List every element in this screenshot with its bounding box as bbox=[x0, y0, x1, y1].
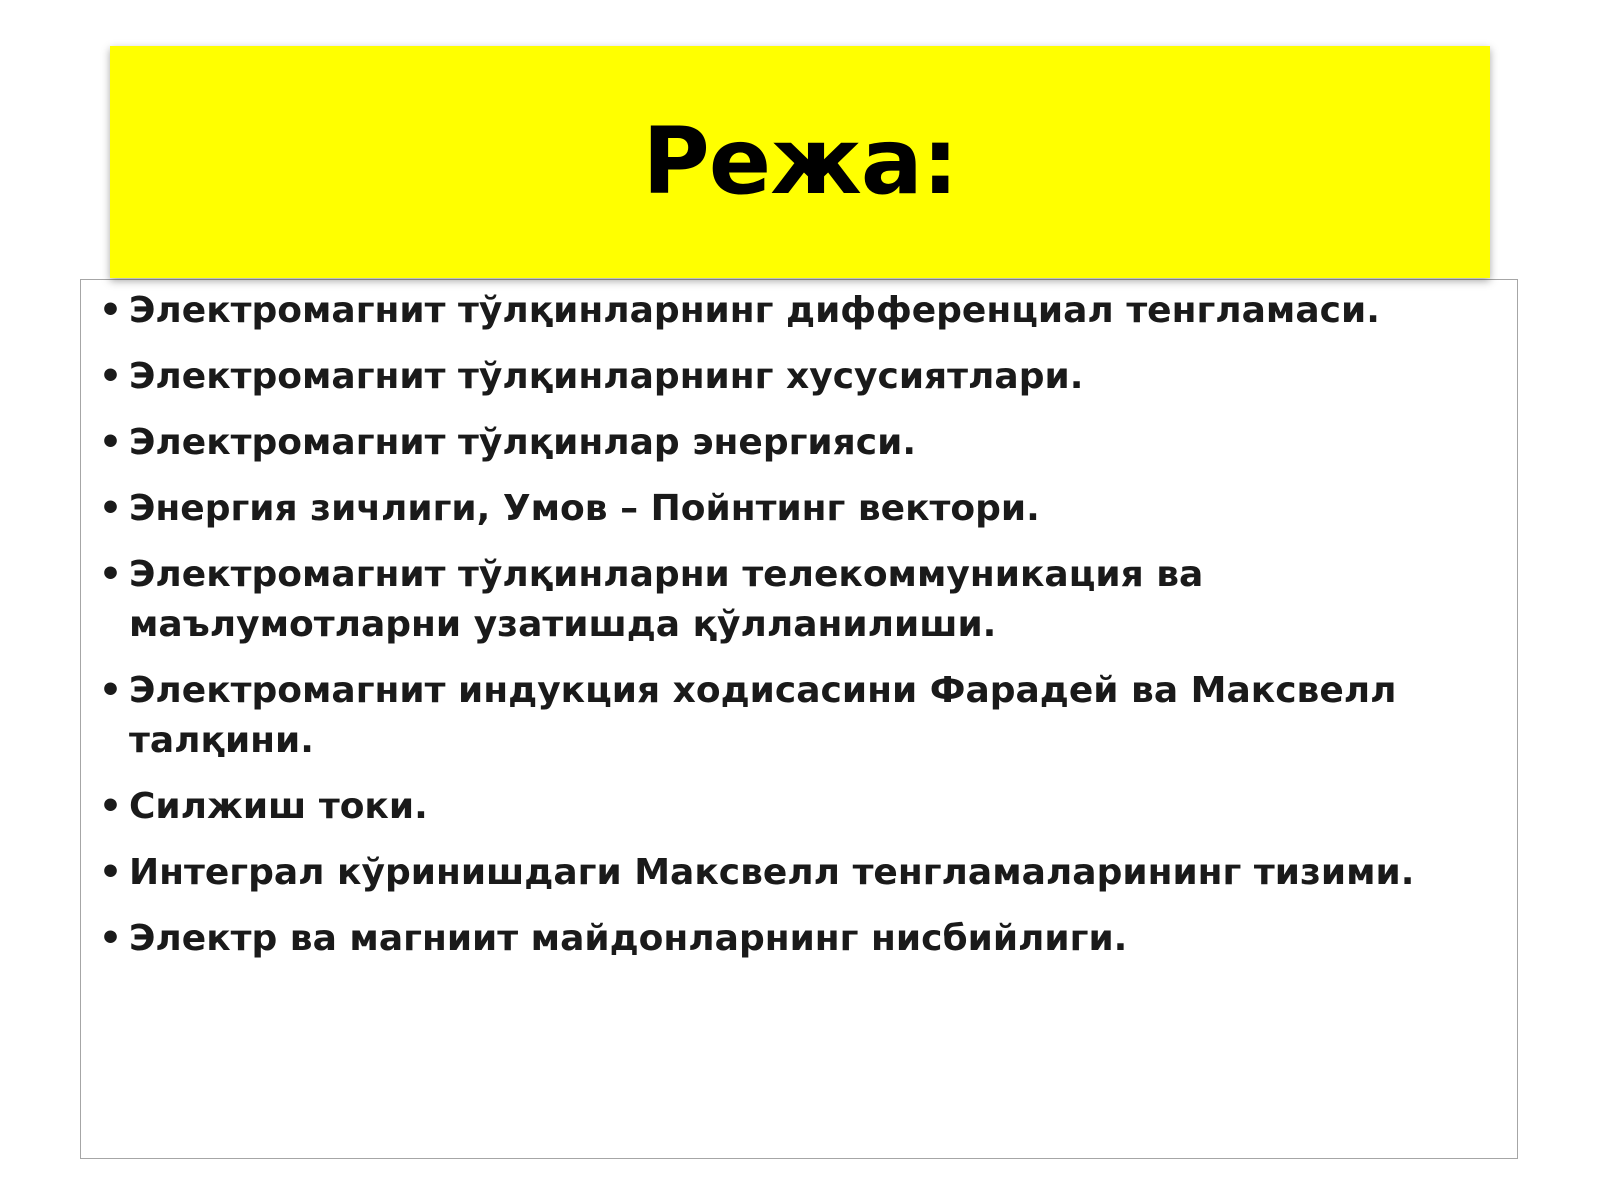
bullet-dot-icon: • bbox=[99, 554, 123, 595]
bullet-dot-icon: • bbox=[99, 918, 123, 959]
bullet-item bbox=[99, 352, 1419, 402]
bullet-text: Электр ва магниит майдонларнинг нисбийлиги. bbox=[129, 918, 1128, 959]
bullet-dot-icon: • bbox=[99, 488, 123, 529]
bullet-dot-icon: • bbox=[99, 290, 123, 331]
bullet-dot-icon: • bbox=[99, 422, 123, 463]
bullet-text: Электромагнит тўлқинлар энергияси. bbox=[129, 422, 917, 463]
bullet-text: Силжиш токи. bbox=[129, 786, 428, 827]
slide-title: Режа: bbox=[642, 108, 958, 215]
bullet-dot-icon: • bbox=[99, 356, 123, 397]
bullet-text: Энергия зичлиги, Умов – Пойнтинг вектори. bbox=[129, 488, 1040, 529]
bullet-text: Интеграл кўринишдаги Максвелл тенгламаларининг тизими. bbox=[129, 852, 1415, 893]
bullet-dot-icon: • bbox=[99, 852, 123, 893]
bullet-item bbox=[99, 418, 1419, 468]
bullet-text: Электромагнит индукция ходисасини Фарадей ва Максвелл талқини. bbox=[129, 670, 1397, 761]
title-banner bbox=[110, 46, 1490, 278]
bullet-dot-icon: • bbox=[99, 670, 123, 711]
bullet-item bbox=[99, 550, 1419, 650]
bullet-text: Электромагнит тўлқинларни телекоммуникация ва маълумотларни узатишда қўлланилиши. bbox=[129, 554, 1204, 645]
bullet-item bbox=[99, 484, 1419, 534]
bullet-item bbox=[99, 782, 1419, 832]
bullet-text: Электромагнит тўлқинларнинг дифференциал тенгламаси. bbox=[129, 290, 1380, 331]
bullet-item bbox=[99, 286, 1419, 336]
bullet-item bbox=[99, 848, 1419, 898]
bullet-item bbox=[99, 914, 1419, 964]
bullet-list bbox=[81, 280, 1517, 964]
bullet-item bbox=[99, 666, 1419, 766]
bullet-dot-icon: • bbox=[99, 786, 123, 827]
bullet-text: Электромагнит тўлқинларнинг хусусиятлари. bbox=[129, 356, 1084, 397]
content-box bbox=[80, 279, 1518, 1159]
